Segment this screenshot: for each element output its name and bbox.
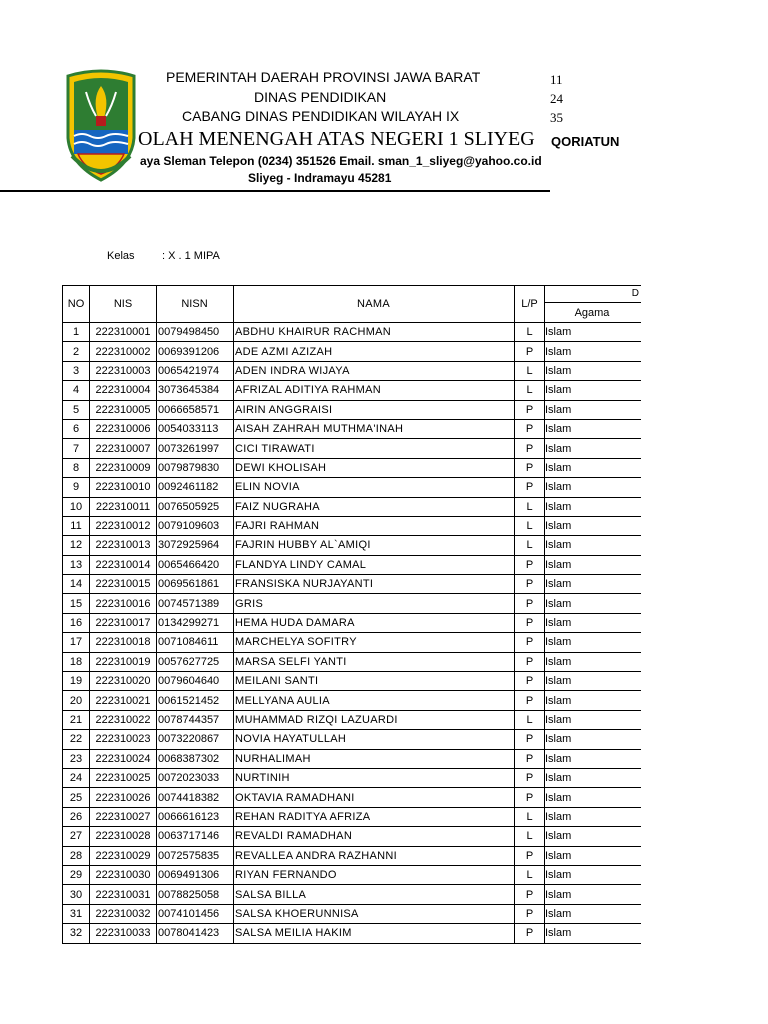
cell-nisn: 0071084611 xyxy=(157,633,234,652)
cell-agama: Islam xyxy=(545,342,642,361)
cell-nama: MARCHELYA SOFITRY xyxy=(234,633,515,652)
cell-no: 15 xyxy=(63,594,90,613)
table-row xyxy=(63,807,642,826)
cell-lp: P xyxy=(515,555,545,574)
cell-agama: Islam xyxy=(545,846,642,865)
cell-agama: Islam xyxy=(545,672,642,691)
table-row xyxy=(63,342,642,361)
cell-nis: 222310005 xyxy=(90,400,157,419)
col-header-lp: L/P xyxy=(515,286,545,323)
side-number-2: 24 xyxy=(550,91,563,106)
cell-no: 7 xyxy=(63,439,90,458)
cell-nisn: 0069491306 xyxy=(157,865,234,884)
cell-agama: Islam xyxy=(545,788,642,807)
cell-no: 1 xyxy=(63,323,90,342)
cell-no: 8 xyxy=(63,458,90,477)
cell-nisn: 0076505925 xyxy=(157,497,234,516)
school-name: OLAH MENENGAH ATAS NEGERI 1 SLIYEG xyxy=(138,128,535,150)
cell-no: 30 xyxy=(63,885,90,904)
cell-agama: Islam xyxy=(545,478,642,497)
cell-agama: Islam xyxy=(545,361,642,380)
cell-nisn: 0057627725 xyxy=(157,652,234,671)
cell-agama: Islam xyxy=(545,381,642,400)
cell-nis: 222310010 xyxy=(90,478,157,497)
cell-no: 6 xyxy=(63,419,90,438)
cell-nama: OKTAVIA RAMADHANI xyxy=(234,788,515,807)
header-line-3: CABANG DINAS PENDIDIKAN WILAYAH IX xyxy=(182,108,460,124)
cell-nis: 222310006 xyxy=(90,419,157,438)
cell-nisn: 0072575835 xyxy=(157,846,234,865)
cell-nama: NOVIA HAYATULLAH xyxy=(234,730,515,749)
cell-agama: Islam xyxy=(545,633,642,652)
cell-no: 24 xyxy=(63,768,90,787)
cell-nis: 222310027 xyxy=(90,807,157,826)
cell-nis: 222310026 xyxy=(90,788,157,807)
cell-no: 9 xyxy=(63,478,90,497)
cell-no: 17 xyxy=(63,633,90,652)
cell-no: 20 xyxy=(63,691,90,710)
school-address: aya Sleman Telepon (0234) 351526 Email. sman_1_sliyeg@yahoo.co.id xyxy=(140,154,542,168)
cell-nisn: 0074418382 xyxy=(157,788,234,807)
cell-nis: 222310024 xyxy=(90,749,157,768)
cell-lp: P xyxy=(515,400,545,419)
table-header-row xyxy=(63,286,642,303)
table-row xyxy=(63,613,642,632)
cell-nisn: 0061521452 xyxy=(157,691,234,710)
cell-no: 4 xyxy=(63,381,90,400)
cell-nis: 222310023 xyxy=(90,730,157,749)
table-row xyxy=(63,846,642,865)
cell-nis: 222310028 xyxy=(90,827,157,846)
cell-nis: 222310018 xyxy=(90,633,157,652)
cell-nis: 222310020 xyxy=(90,672,157,691)
cell-nama: MELLYANA AULIA xyxy=(234,691,515,710)
cell-nis: 222310021 xyxy=(90,691,157,710)
cell-lp: L xyxy=(515,827,545,846)
table-row xyxy=(63,497,642,516)
table-row xyxy=(63,575,642,594)
cell-lp: L xyxy=(515,381,545,400)
table-row xyxy=(63,400,642,419)
cell-nama: MEILANI SANTI xyxy=(234,672,515,691)
cell-lp: P xyxy=(515,478,545,497)
cell-nama: NURTINIH xyxy=(234,768,515,787)
cell-nama: SALSA BILLA xyxy=(234,885,515,904)
cell-lp: L xyxy=(515,361,545,380)
table-row xyxy=(63,478,642,497)
col-header-nama: NAMA xyxy=(234,286,515,323)
cell-lp: L xyxy=(515,807,545,826)
cell-agama: Islam xyxy=(545,516,642,535)
cell-nis: 222310017 xyxy=(90,613,157,632)
cell-lp: P xyxy=(515,904,545,923)
cell-nama: REVALLEA ANDRA RAZHANNI xyxy=(234,846,515,865)
kelas-value: : X . 1 MIPA xyxy=(162,250,220,262)
table-row xyxy=(63,691,642,710)
cell-no: 31 xyxy=(63,904,90,923)
cell-lp: P xyxy=(515,342,545,361)
cell-nama: AIRIN ANGGRAISI xyxy=(234,400,515,419)
cell-nama: FLANDYA LINDY CAMAL xyxy=(234,555,515,574)
cell-lp: P xyxy=(515,749,545,768)
cell-nama: MARSA SELFI YANTI xyxy=(234,652,515,671)
cell-no: 12 xyxy=(63,536,90,555)
cell-nis: 222310016 xyxy=(90,594,157,613)
cell-lp: L xyxy=(515,497,545,516)
cell-agama: Islam xyxy=(545,400,642,419)
cell-nis: 222310015 xyxy=(90,575,157,594)
side-number-1: 11 xyxy=(550,72,563,87)
cell-nis: 222310012 xyxy=(90,516,157,535)
cell-agama: Islam xyxy=(545,419,642,438)
cell-agama: Islam xyxy=(545,439,642,458)
cell-nama: GRIS xyxy=(234,594,515,613)
cell-nis: 222310032 xyxy=(90,904,157,923)
cell-nisn: 3073645384 xyxy=(157,381,234,400)
cell-no: 18 xyxy=(63,652,90,671)
cell-nama: NURHALIMAH xyxy=(234,749,515,768)
cell-nama: ADEN INDRA WIJAYA xyxy=(234,361,515,380)
cell-no: 11 xyxy=(63,516,90,535)
col-header-nis: NIS xyxy=(90,286,157,323)
cell-nama: RIYAN FERNANDO xyxy=(234,865,515,884)
cell-nis: 222310033 xyxy=(90,924,157,943)
student-table xyxy=(62,285,641,944)
table-row xyxy=(63,323,642,342)
cell-agama: Islam xyxy=(545,749,642,768)
table-row xyxy=(63,381,642,400)
cell-agama: Islam xyxy=(545,555,642,574)
cell-nis: 222310004 xyxy=(90,381,157,400)
cell-nis: 222310030 xyxy=(90,865,157,884)
cell-nama: FAJRI RAHMAN xyxy=(234,516,515,535)
cell-agama: Islam xyxy=(545,497,642,516)
cell-lp: P xyxy=(515,613,545,632)
cell-lp: P xyxy=(515,768,545,787)
cell-agama: Islam xyxy=(545,885,642,904)
table-row xyxy=(63,633,642,652)
cell-lp: P xyxy=(515,924,545,943)
cell-lp: P xyxy=(515,885,545,904)
cell-agama: Islam xyxy=(545,594,642,613)
cell-no: 27 xyxy=(63,827,90,846)
cell-nama: MUHAMMAD RIZQI LAZUARDI xyxy=(234,710,515,729)
cell-nis: 222310009 xyxy=(90,458,157,477)
cell-agama: Islam xyxy=(545,575,642,594)
cell-no: 14 xyxy=(63,575,90,594)
table-row xyxy=(63,536,642,555)
table-row xyxy=(63,827,642,846)
cell-nama: FAIZ NUGRAHA xyxy=(234,497,515,516)
cell-nisn: 0065421974 xyxy=(157,361,234,380)
cell-nisn: 0073261997 xyxy=(157,439,234,458)
cell-nisn: 0069561861 xyxy=(157,575,234,594)
table-row xyxy=(63,885,642,904)
cell-nis: 222310007 xyxy=(90,439,157,458)
cell-nis: 222310025 xyxy=(90,768,157,787)
cell-nama: REHAN RADITYA AFRIZA xyxy=(234,807,515,826)
cell-agama: Islam xyxy=(545,536,642,555)
table-row xyxy=(63,672,642,691)
cell-nama: FRANSISKA NURJAYANTI xyxy=(234,575,515,594)
cell-nisn: 0078825058 xyxy=(157,885,234,904)
cell-nisn: 0079604640 xyxy=(157,672,234,691)
table-row xyxy=(63,865,642,884)
cell-no: 10 xyxy=(63,497,90,516)
cell-no: 22 xyxy=(63,730,90,749)
cell-nisn: 0072023033 xyxy=(157,768,234,787)
cell-no: 2 xyxy=(63,342,90,361)
kelas-label: Kelas xyxy=(107,250,135,262)
cell-nama: SALSA MEILIA HAKIM xyxy=(234,924,515,943)
cell-lp: L xyxy=(515,710,545,729)
col-header-no: NO xyxy=(63,286,90,323)
table-row xyxy=(63,904,642,923)
cell-nis: 222310013 xyxy=(90,536,157,555)
cell-nis: 222310014 xyxy=(90,555,157,574)
cell-lp: P xyxy=(515,730,545,749)
cell-no: 3 xyxy=(63,361,90,380)
cell-no: 32 xyxy=(63,924,90,943)
cell-lp: P xyxy=(515,458,545,477)
header-divider xyxy=(0,190,550,192)
jawa-barat-emblem-logo xyxy=(62,68,140,186)
cell-agama: Islam xyxy=(545,865,642,884)
cell-nama: HEMA HUDA DAMARA xyxy=(234,613,515,632)
cell-nisn: 0092461182 xyxy=(157,478,234,497)
cell-nisn: 0069391206 xyxy=(157,342,234,361)
cell-lp: P xyxy=(515,594,545,613)
cell-nisn: 3072925964 xyxy=(157,536,234,555)
table-row xyxy=(63,652,642,671)
cell-lp: P xyxy=(515,788,545,807)
cell-nama: AISAH ZAHRAH MUTHMA'INAH xyxy=(234,419,515,438)
cell-nisn: 0066658571 xyxy=(157,400,234,419)
cell-nis: 222310019 xyxy=(90,652,157,671)
cell-nama: ELIN NOVIA xyxy=(234,478,515,497)
cell-no: 5 xyxy=(63,400,90,419)
cell-no: 26 xyxy=(63,807,90,826)
table-row xyxy=(63,788,642,807)
cell-lp: L xyxy=(515,516,545,535)
cell-nisn: 0074101456 xyxy=(157,904,234,923)
cell-no: 16 xyxy=(63,613,90,632)
cell-agama: Islam xyxy=(545,458,642,477)
cell-nama: ADE AZMI AZIZAH xyxy=(234,342,515,361)
cell-nis: 222310031 xyxy=(90,885,157,904)
cell-agama: Islam xyxy=(545,730,642,749)
table-row xyxy=(63,439,642,458)
cell-nisn: 0063717146 xyxy=(157,827,234,846)
cell-lp: L xyxy=(515,536,545,555)
col-header-agama: Agama xyxy=(545,303,642,323)
cell-no: 21 xyxy=(63,710,90,729)
cell-nisn: 0073220867 xyxy=(157,730,234,749)
cell-nisn: 0078744357 xyxy=(157,710,234,729)
cell-agama: Islam xyxy=(545,807,642,826)
cell-no: 23 xyxy=(63,749,90,768)
cell-lp: P xyxy=(515,691,545,710)
table-row xyxy=(63,419,642,438)
cell-nis: 222310002 xyxy=(90,342,157,361)
cell-nisn: 0079879830 xyxy=(157,458,234,477)
cell-lp: L xyxy=(515,323,545,342)
cell-no: 13 xyxy=(63,555,90,574)
cell-no: 28 xyxy=(63,846,90,865)
cell-lp: P xyxy=(515,419,545,438)
cell-nama: AFRIZAL ADITIYA RAHMAN xyxy=(234,381,515,400)
cell-nama: ABDHU KHAIRUR RACHMAN xyxy=(234,323,515,342)
cell-agama: Islam xyxy=(545,613,642,632)
table-row xyxy=(63,749,642,768)
cell-nisn: 0079498450 xyxy=(157,323,234,342)
table-row xyxy=(63,710,642,729)
col-header-group: D xyxy=(545,286,642,303)
cell-agama: Islam xyxy=(545,768,642,787)
cell-nama: FAJRIN HUBBY AL`AMIQI xyxy=(234,536,515,555)
col-header-nisn: NISN xyxy=(157,286,234,323)
table-row xyxy=(63,730,642,749)
cell-lp: P xyxy=(515,846,545,865)
table-row xyxy=(63,458,642,477)
side-name: QORIATUN xyxy=(551,134,620,149)
cell-no: 19 xyxy=(63,672,90,691)
table-row xyxy=(63,768,642,787)
side-number-3: 35 xyxy=(550,110,563,125)
cell-lp: P xyxy=(515,439,545,458)
header-line-2: DINAS PENDIDIKAN xyxy=(254,89,387,105)
cell-lp: L xyxy=(515,865,545,884)
school-city: Sliyeg - Indramayu 45281 xyxy=(248,171,392,185)
cell-nisn: 0074571389 xyxy=(157,594,234,613)
cell-nis: 222310001 xyxy=(90,323,157,342)
cell-lp: P xyxy=(515,672,545,691)
cell-nisn: 0068387302 xyxy=(157,749,234,768)
cell-lp: P xyxy=(515,633,545,652)
cell-agama: Islam xyxy=(545,904,642,923)
table-row xyxy=(63,555,642,574)
cell-nisn: 0065466420 xyxy=(157,555,234,574)
cell-lp: P xyxy=(515,652,545,671)
cell-nama: DEWI KHOLISAH xyxy=(234,458,515,477)
table-row xyxy=(63,924,642,943)
cell-no: 25 xyxy=(63,788,90,807)
header-line-1: PEMERINTAH DAERAH PROVINSI JAWA BARAT xyxy=(166,69,481,85)
cell-nis: 222310029 xyxy=(90,846,157,865)
cell-nama: SALSA KHOERUNNISA xyxy=(234,904,515,923)
table-row xyxy=(63,594,642,613)
cell-agama: Islam xyxy=(545,652,642,671)
table-row xyxy=(63,361,642,380)
cell-nis: 222310011 xyxy=(90,497,157,516)
cell-nisn: 0066616123 xyxy=(157,807,234,826)
cell-nisn: 0079109603 xyxy=(157,516,234,535)
cell-nis: 222310022 xyxy=(90,710,157,729)
cell-agama: Islam xyxy=(545,924,642,943)
cell-nisn: 0134299271 xyxy=(157,613,234,632)
cell-lp: P xyxy=(515,575,545,594)
cell-nis: 222310003 xyxy=(90,361,157,380)
cell-nama: CICI TIRAWATI xyxy=(234,439,515,458)
cell-agama: Islam xyxy=(545,691,642,710)
table-row xyxy=(63,516,642,535)
cell-agama: Islam xyxy=(545,710,642,729)
cell-nama: REVALDI RAMADHAN xyxy=(234,827,515,846)
cell-nisn: 0078041423 xyxy=(157,924,234,943)
cell-agama: Islam xyxy=(545,827,642,846)
cell-agama: Islam xyxy=(545,323,642,342)
cell-nisn: 0054033113 xyxy=(157,419,234,438)
cell-no: 29 xyxy=(63,865,90,884)
